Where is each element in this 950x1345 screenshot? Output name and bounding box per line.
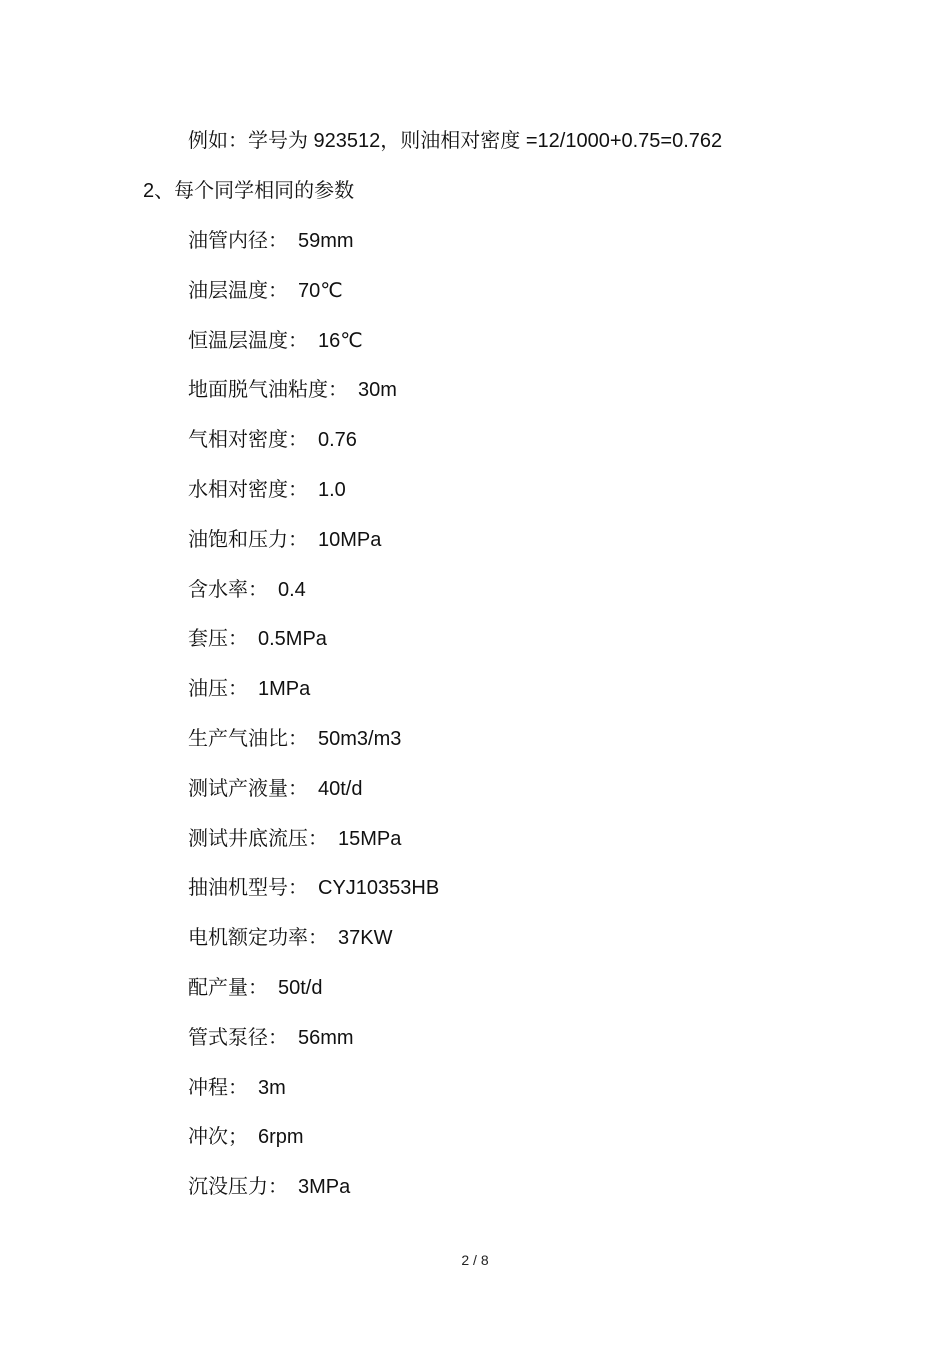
parameter-item xyxy=(188,378,439,402)
parameter-value: 0.4 xyxy=(278,578,306,601)
parameter-item xyxy=(188,976,439,1000)
parameter-item xyxy=(188,229,439,253)
parameter-item xyxy=(188,677,439,701)
parameter-label: 生产气油比： xyxy=(188,727,308,750)
parameter-item xyxy=(188,1076,439,1100)
parameter-value: 1MPa xyxy=(258,678,311,701)
parameter-value: 59mm xyxy=(298,230,354,252)
parameter-label: 油层温度： xyxy=(188,279,288,302)
parameter-value: 3m xyxy=(258,1076,286,1099)
parameter-label: 电机额定功率： xyxy=(188,927,328,950)
parameter-value: 0.76 xyxy=(318,429,357,452)
parameter-item xyxy=(188,528,439,552)
parameter-label: 测试产液量： xyxy=(188,777,308,800)
parameter-value: 40t/d xyxy=(318,777,363,800)
parameter-label: 恒温层温度： xyxy=(188,329,308,352)
parameter-value: 15MPa xyxy=(338,827,402,850)
parameter-item xyxy=(188,777,439,801)
parameter-value: 10MPa xyxy=(318,528,382,551)
parameter-value: 6rpm xyxy=(258,1126,304,1149)
parameter-item xyxy=(188,1026,439,1050)
parameter-value: 1.0 xyxy=(318,478,346,501)
parameter-label: 含水率： xyxy=(188,578,268,601)
parameter-list xyxy=(188,229,439,1225)
section-heading: 2、每个同学相同的参数 xyxy=(143,180,355,202)
parameter-label: 沉没压力： xyxy=(188,1176,288,1199)
parameter-item xyxy=(188,578,439,602)
parameter-label: 油压： xyxy=(188,678,248,701)
parameter-item xyxy=(188,279,439,303)
parameter-label: 地面脱气油粘度： xyxy=(188,379,348,402)
parameter-label: 套压： xyxy=(188,628,248,651)
parameter-item xyxy=(188,876,439,900)
parameter-item xyxy=(188,926,439,950)
parameter-label: 油饱和压力： xyxy=(188,528,308,551)
parameter-item xyxy=(188,428,439,452)
parameter-value: 3MPa xyxy=(298,1176,351,1199)
parameter-item xyxy=(188,727,439,751)
parameter-label: 配产量： xyxy=(188,976,268,999)
parameter-value: 16℃ xyxy=(318,329,363,352)
parameter-label: 冲次； xyxy=(188,1126,248,1149)
parameter-item xyxy=(188,827,439,851)
parameter-label: 水相对密度： xyxy=(188,478,308,501)
parameter-value: 70℃ xyxy=(298,279,343,302)
parameter-value: CYJ10353HB xyxy=(318,877,440,900)
parameter-value: 37KW xyxy=(338,927,393,950)
parameter-value: 0.5MPa xyxy=(258,628,327,651)
parameter-label: 冲程： xyxy=(188,1076,248,1099)
parameter-item xyxy=(188,1125,439,1149)
parameter-value: 50m3/m3 xyxy=(318,727,402,750)
parameter-label: 测试井底流压： xyxy=(188,827,328,850)
parameter-label: 气相对密度： xyxy=(188,429,308,452)
parameter-item xyxy=(188,478,439,502)
parameter-label: 油管内径： xyxy=(188,230,288,252)
parameter-value: 30m xyxy=(358,379,397,402)
page-number: 2 / 8 xyxy=(461,1252,489,1268)
parameter-value: 56mm xyxy=(298,1026,354,1049)
example-line: 例如：学号为 923512，则油相对密度 =12/1000+0.75=0.762 xyxy=(188,130,723,152)
parameter-label: 抽油机型号： xyxy=(188,877,308,900)
parameter-item xyxy=(188,627,439,651)
parameter-item xyxy=(188,1175,439,1199)
parameter-label: 管式泵径： xyxy=(188,1026,288,1049)
parameter-item xyxy=(188,329,439,353)
parameter-value: 50t/d xyxy=(278,976,323,999)
